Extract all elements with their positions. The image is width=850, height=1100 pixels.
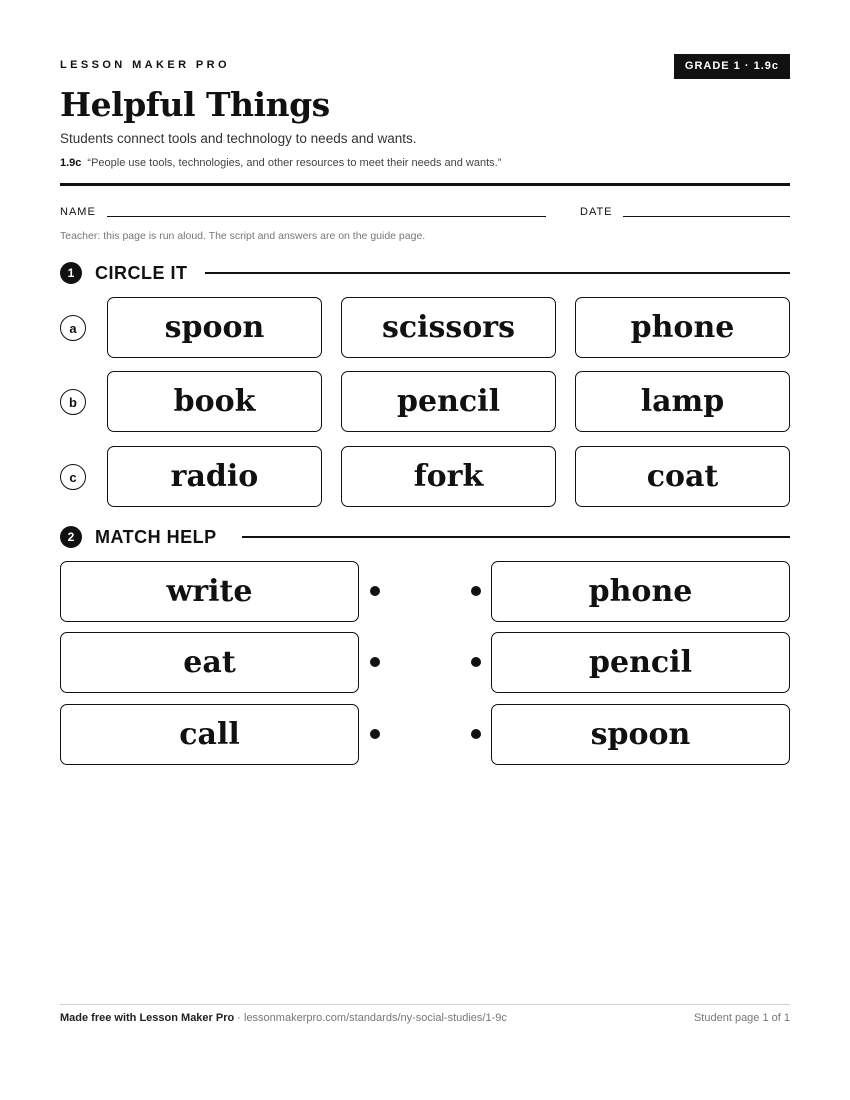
match-dot-left[interactable] xyxy=(370,586,380,596)
section-number-badge: 1 xyxy=(60,262,82,284)
name-label: NAME xyxy=(60,206,96,218)
word-choice[interactable]: fork xyxy=(341,446,556,507)
footer-credit xyxy=(60,1012,507,1024)
grade-badge: GRADE 1 · 1.9c xyxy=(674,54,790,79)
word-choice[interactable]: scissors xyxy=(341,297,556,358)
teacher-note: Teacher: this page is run aloud. The script and answers are on the guide page. xyxy=(60,230,426,242)
standard-line xyxy=(60,157,501,169)
match-right-item[interactable]: pencil xyxy=(491,632,790,693)
date-label: DATE xyxy=(580,206,613,218)
section-title: CIRCLE IT xyxy=(95,262,188,283)
brand-name: LESSON MAKER PRO xyxy=(60,59,230,71)
section-number-badge: 2 xyxy=(60,526,82,548)
match-left-item[interactable]: eat xyxy=(60,632,359,693)
standard-text: “People use tools, technologies, and other resources to meet their needs and wants.” xyxy=(87,157,502,169)
word-choice[interactable]: radio xyxy=(107,446,322,507)
word-choice[interactable]: spoon xyxy=(107,297,322,358)
match-left-item[interactable]: write xyxy=(60,561,359,622)
match-right-item[interactable]: spoon xyxy=(491,704,790,765)
date-field[interactable] xyxy=(623,216,790,217)
match-dot-right[interactable] xyxy=(471,586,481,596)
page-title: Helpful Things xyxy=(60,85,330,124)
match-right-item[interactable]: phone xyxy=(491,561,790,622)
header-divider xyxy=(60,183,790,186)
word-choice[interactable]: book xyxy=(107,371,322,432)
standard-code: 1.9c xyxy=(60,157,82,169)
row-letter-c: c xyxy=(60,464,86,490)
match-dot-right[interactable] xyxy=(471,729,481,739)
name-field[interactable] xyxy=(107,216,546,217)
footer-divider xyxy=(60,1004,790,1005)
footer-made-with: Made free with Lesson Maker Pro xyxy=(60,1012,235,1024)
word-choice[interactable]: pencil xyxy=(341,371,556,432)
match-dot-left[interactable] xyxy=(370,657,380,667)
section-divider xyxy=(205,272,790,274)
word-choice[interactable]: coat xyxy=(575,446,790,507)
word-choice[interactable]: phone xyxy=(575,297,790,358)
section-match-help-header xyxy=(60,525,217,549)
match-dot-left[interactable] xyxy=(370,729,380,739)
footer-page-number: Student page 1 of 1 xyxy=(693,1012,790,1024)
row-letter-a: a xyxy=(60,315,86,341)
section-divider xyxy=(242,536,790,538)
match-dot-right[interactable] xyxy=(471,657,481,667)
footer-url[interactable]: · lessonmakerpro.com/standards/ny-social-studies/1-9c xyxy=(234,1012,507,1024)
word-choice[interactable]: lamp xyxy=(575,371,790,432)
worksheet-page xyxy=(60,0,790,1100)
row-letter-b: b xyxy=(60,389,86,415)
section-title: MATCH HELP xyxy=(95,526,217,547)
section-circle-it-header xyxy=(60,261,188,285)
match-left-item[interactable]: call xyxy=(60,704,359,765)
page-subtitle: Students connect tools and technology to needs and wants. xyxy=(60,131,417,146)
